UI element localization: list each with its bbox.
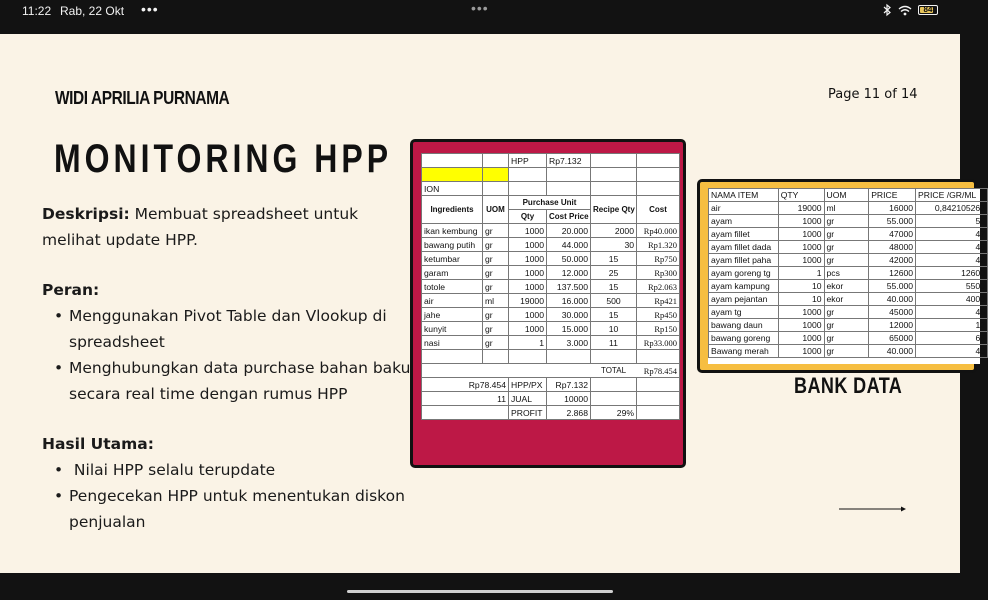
bank-data-label: BANK DATA: [794, 373, 903, 398]
header-recipe-qty: Recipe Qty: [591, 196, 637, 224]
table-cell: 55: [916, 215, 988, 228]
table-row: [422, 406, 680, 420]
table-cell: Rp150: [637, 322, 680, 336]
table-cell: air: [422, 294, 483, 308]
table-cell: 30: [591, 238, 637, 252]
header-nama-item: NAMA ITEM: [709, 189, 779, 202]
table-row: [422, 154, 680, 168]
table-cell: 55.000: [869, 280, 916, 293]
header-price: PRICE: [869, 189, 916, 202]
table-cell: gr: [483, 308, 509, 322]
header-qty: Qty: [509, 210, 547, 224]
list-item: • Menghubungkan data purchase bahan baku secara real time dengan rumus HPP: [42, 355, 412, 407]
table-row: [422, 378, 680, 392]
table-cell: ayam: [709, 215, 779, 228]
bluetooth-icon: [883, 4, 892, 16]
table-cell: 10: [591, 322, 637, 336]
table-cell: 16000: [869, 202, 916, 215]
table-header-row: [422, 196, 680, 210]
table-cell: 15.000: [547, 322, 591, 336]
table-row: [709, 293, 988, 306]
table-cell: gr: [483, 224, 509, 238]
table-cell: ekor: [824, 280, 869, 293]
table-cell: 1000: [778, 319, 824, 332]
table-cell: ekor: [824, 293, 869, 306]
table-cell: 12000: [869, 319, 916, 332]
list-item: • Nilai HPP selalu terupdate: [42, 457, 412, 483]
table-row: [709, 345, 988, 358]
table-cell: gr: [824, 332, 869, 345]
table-cell: ayam tg: [709, 306, 779, 319]
table-cell: ayam goreng tg: [709, 267, 779, 280]
table-cell: 65000: [869, 332, 916, 345]
table-cell: 12: [916, 319, 988, 332]
table-cell: 30.000: [547, 308, 591, 322]
table-cell: Rp33.000: [637, 336, 680, 350]
table-cell: 1000: [778, 332, 824, 345]
table-row: [709, 254, 988, 267]
table-row: [422, 350, 680, 364]
hpp-spreadsheet-image: [410, 139, 686, 468]
table-cell: 0,842105263: [916, 202, 988, 215]
slide-title: MONITORING HPP: [54, 137, 393, 181]
table-row: [709, 306, 988, 319]
table-row: [422, 280, 680, 294]
table-cell: Rp40.000: [637, 224, 680, 238]
table-cell: 48: [916, 241, 988, 254]
table-cell: gr: [483, 336, 509, 350]
table-cell: totole: [422, 280, 483, 294]
table-row: [422, 336, 680, 350]
table-cell: 47000: [869, 228, 916, 241]
table-cell: 12.000: [547, 266, 591, 280]
table-cell: 44.000: [547, 238, 591, 252]
table-cell: Rp2.063: [637, 280, 680, 294]
table-cell: 12600: [869, 267, 916, 280]
table-cell: 42: [916, 254, 988, 267]
table-cell: 4000: [916, 293, 988, 306]
header-cost: Cost: [637, 196, 680, 224]
table-cell: 1000: [509, 252, 547, 266]
table-cell: 20.000: [547, 224, 591, 238]
table-cell: 1000: [509, 266, 547, 280]
table-row: [709, 228, 988, 241]
hpp-table: [421, 153, 680, 420]
table-cell: 3.000: [547, 336, 591, 350]
table-cell: gr: [824, 345, 869, 358]
result-list: [42, 457, 412, 535]
table-cell: 500: [591, 294, 637, 308]
table-cell: kunyit: [422, 322, 483, 336]
table-cell: 40: [916, 345, 988, 358]
header-ingredients: Ingredients: [422, 196, 483, 224]
battery-level: 84: [923, 5, 933, 14]
table-cell: ml: [824, 202, 869, 215]
table-cell: 65: [916, 332, 988, 345]
table-cell: Rp750: [637, 252, 680, 266]
table-cell: Rp1.320: [637, 238, 680, 252]
table-cell: Rp421: [637, 294, 680, 308]
list-item: • Pengecekan HPP untuk menentukan diskon penjualan: [42, 483, 412, 535]
slide-body: [42, 201, 412, 535]
table-cell: gr: [824, 319, 869, 332]
table-cell: gr: [824, 228, 869, 241]
table-cell: 1000: [509, 308, 547, 322]
table-cell: 1: [509, 336, 547, 350]
table-cell: 1000: [778, 254, 824, 267]
table-cell: Rp300: [637, 266, 680, 280]
description-label: Deskripsi:: [42, 205, 130, 223]
table-cell: 16.000: [547, 294, 591, 308]
table-row: [709, 332, 988, 345]
table-cell: 40.000: [869, 293, 916, 306]
table-cell: bawang daun: [709, 319, 779, 332]
more-icon[interactable]: •••: [141, 1, 159, 17]
table-row: [709, 319, 988, 332]
table-cell: 42000: [869, 254, 916, 267]
table-row: [422, 294, 680, 308]
table-cell: gr: [483, 238, 509, 252]
table-cell: pcs: [824, 267, 869, 280]
table-row: [709, 215, 988, 228]
hpp-value: Rp7.132: [547, 154, 591, 168]
header-purchase-unit: Purchase Unit: [509, 196, 591, 210]
table-cell: 1000: [778, 345, 824, 358]
header-uom: UOM: [824, 189, 869, 202]
table-cell: 11: [591, 336, 637, 350]
total-row: [422, 364, 680, 378]
jual-label: JUAL: [509, 392, 547, 406]
status-date: Rab, 22 Okt: [60, 4, 125, 18]
header-price-per-unit: PRICE /GR/ML: [916, 189, 988, 202]
table-cell: 1000: [509, 224, 547, 238]
table-cell: 15: [591, 252, 637, 266]
table-cell: jahe: [422, 308, 483, 322]
description-text: Membuat spreadsheet untuk melihat update HPP.: [42, 205, 359, 249]
table-row: [422, 224, 680, 238]
hpp-px-label: HPP/PX: [509, 378, 547, 392]
table-cell: 1000: [778, 215, 824, 228]
table-row: [709, 241, 988, 254]
table-cell: 15: [591, 308, 637, 322]
table-row: [422, 392, 680, 406]
header-cost-price: Cost Price: [547, 210, 591, 224]
bank-data-image: [697, 179, 985, 373]
table-cell: 1000: [509, 322, 547, 336]
table-cell: 1: [778, 267, 824, 280]
table-cell: 1000: [778, 241, 824, 254]
table-cell: gr: [483, 252, 509, 266]
table-cell: ketumbar: [422, 252, 483, 266]
jual-value: 10000: [547, 392, 591, 406]
bank-data-table: [708, 188, 988, 358]
profit-label: PROFIT: [509, 406, 547, 420]
table-row: [422, 252, 680, 266]
table-cell: gr: [483, 280, 509, 294]
table-cell: gr: [824, 215, 869, 228]
table-row: [709, 280, 988, 293]
table-cell: 1000: [509, 280, 547, 294]
page-number: Page 11 of 14: [828, 87, 918, 102]
status-time: 11:22: [22, 4, 52, 18]
table-cell: 40.000: [869, 345, 916, 358]
role-list: [42, 303, 412, 407]
table-row: [422, 266, 680, 280]
table-cell: gr: [824, 306, 869, 319]
table-cell: gr: [824, 241, 869, 254]
table-cell: ayam pejantan: [709, 293, 779, 306]
table-cell: ayam kampung: [709, 280, 779, 293]
table-row: [422, 168, 680, 182]
table-cell: bawang putih: [422, 238, 483, 252]
window-dots-icon[interactable]: •••: [471, 0, 489, 16]
summary-total: Rp78.454: [422, 378, 509, 392]
home-gesture-handle[interactable]: [347, 590, 613, 593]
table-cell: 137.500: [547, 280, 591, 294]
summary-portion: 11: [422, 392, 509, 406]
table-row: [422, 308, 680, 322]
wifi-icon: [898, 5, 912, 16]
table-header-row: [709, 189, 988, 202]
table-row: [422, 322, 680, 336]
arrow-right-icon[interactable]: [839, 504, 907, 514]
table-cell: 45: [916, 306, 988, 319]
header-qty: QTY: [778, 189, 824, 202]
section-label: ION: [422, 182, 483, 196]
result-label: Hasil Utama:: [42, 435, 154, 453]
table-row: [422, 182, 680, 196]
table-cell: air: [709, 202, 779, 215]
slide: [0, 34, 985, 573]
description: [42, 201, 412, 253]
table-cell: 25: [591, 266, 637, 280]
table-cell: 1000: [778, 228, 824, 241]
table-cell: 1000: [778, 306, 824, 319]
hpp-label: HPP: [509, 154, 547, 168]
table-cell: 19000: [509, 294, 547, 308]
table-cell: 45000: [869, 306, 916, 319]
table-cell: gr: [483, 266, 509, 280]
table-cell: bawang goreng: [709, 332, 779, 345]
table-cell: 48000: [869, 241, 916, 254]
table-row: [709, 267, 988, 280]
hpp-px-value: Rp7.132: [547, 378, 591, 392]
status-icons: [883, 4, 938, 16]
table-cell: gr: [483, 322, 509, 336]
table-cell: ayam fillet: [709, 228, 779, 241]
table-cell: ayam fillet dada: [709, 241, 779, 254]
table-cell: Bawang merah: [709, 345, 779, 358]
header-uom: UOM: [483, 196, 509, 224]
table-cell: 10: [778, 280, 824, 293]
table-cell: ikan kembung: [422, 224, 483, 238]
table-cell: 55.000: [869, 215, 916, 228]
battery-icon: [918, 5, 938, 15]
table-row: [709, 202, 988, 215]
table-cell: nasi: [422, 336, 483, 350]
table-cell: Rp450: [637, 308, 680, 322]
table-cell: 5500: [916, 280, 988, 293]
table-cell: 2000: [591, 224, 637, 238]
table-row: [422, 238, 680, 252]
profit-value: 2.868: [547, 406, 591, 420]
table-cell: ayam fillet paha: [709, 254, 779, 267]
table-cell: 47: [916, 228, 988, 241]
table-cell: 1000: [509, 238, 547, 252]
table-cell: 19000: [778, 202, 824, 215]
table-cell: 15: [591, 280, 637, 294]
status-bar: [0, 0, 960, 34]
role-label: Peran:: [42, 281, 100, 299]
table-cell: garam: [422, 266, 483, 280]
total-label: TOTAL: [591, 364, 637, 378]
list-item: • Menggunakan Pivot Table dan Vlookup di spreadsheet: [42, 303, 412, 355]
profit-percent: 29%: [591, 406, 637, 420]
table-cell: 12600: [916, 267, 988, 280]
navigation-bar: [0, 573, 960, 600]
table-cell: ml: [483, 294, 509, 308]
table-cell: gr: [824, 254, 869, 267]
table-cell: 50.000: [547, 252, 591, 266]
author-name: WIDI APRILIA PURNAMA: [55, 88, 230, 108]
table-cell: 10: [778, 293, 824, 306]
total-value: Rp78.454: [637, 364, 680, 378]
